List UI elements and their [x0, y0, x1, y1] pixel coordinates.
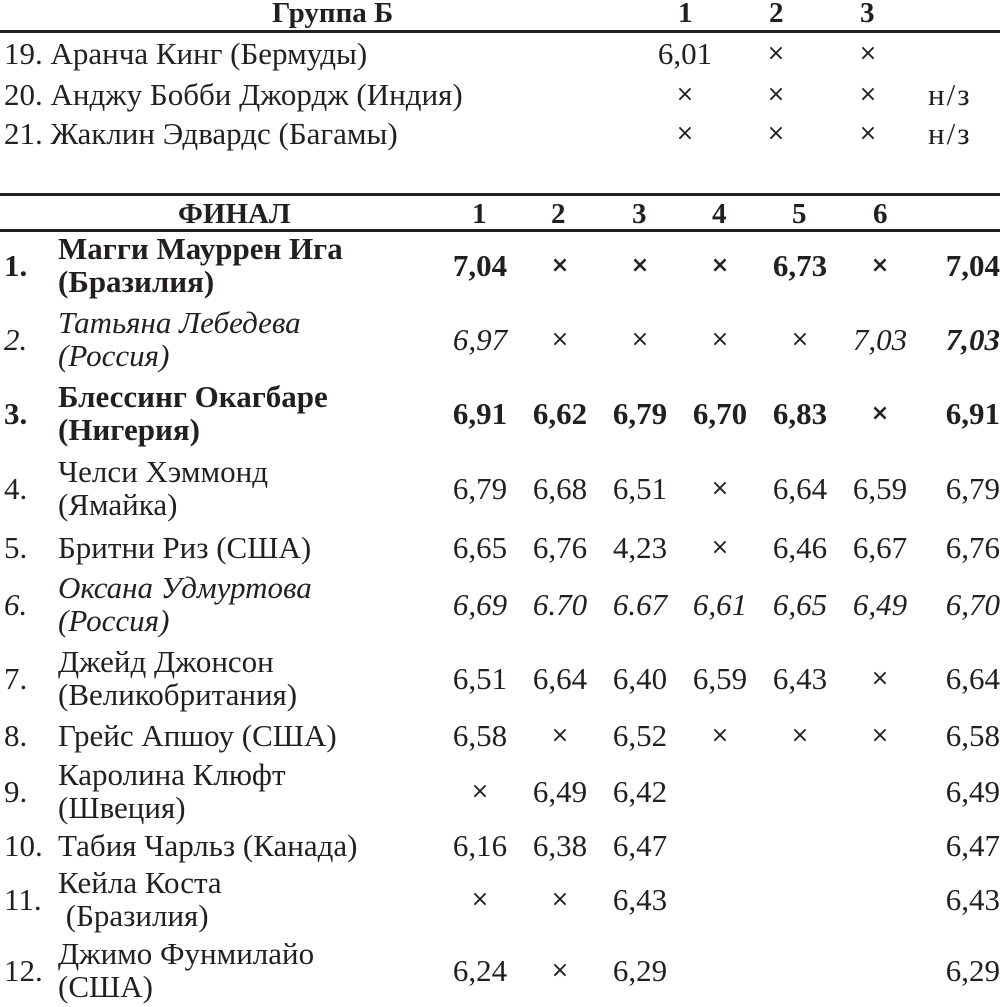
attempt-2: ×	[550, 887, 570, 912]
athlete-country: (Россия)	[58, 338, 170, 373]
athlete-name-line-1: Блессинг Окагбаре	[58, 379, 328, 414]
attempt-3: 6,47	[612, 828, 668, 863]
attempt-2: 6,62	[532, 396, 588, 431]
best-result: 7,04	[945, 248, 1000, 283]
athlete-name-line-1: Татьяна Лебедева	[58, 305, 301, 340]
attempt-1: 6,69	[452, 587, 508, 622]
final-row	[0, 937, 1000, 1005]
athlete-name-line-1: Магги Мауррен Ига	[58, 231, 343, 266]
attempt-1: 7,04	[452, 248, 508, 283]
athlete-name-line-1: Джимо Фунмилайо	[58, 936, 315, 971]
attempt-1: 6,79	[452, 471, 508, 506]
attempt-2: 6,38	[532, 828, 588, 863]
attempt-3: 6,40	[612, 661, 668, 696]
final-attempt-header-1: 1	[472, 198, 487, 230]
attempt-5: ×	[790, 327, 810, 352]
final-row	[0, 380, 1000, 448]
athlete-name: 21. Жаклин Эдвардс (Багамы)	[4, 116, 398, 151]
athlete-name	[58, 232, 343, 298]
attempt-2: ×	[766, 82, 786, 107]
place: 3.	[4, 396, 28, 431]
best-result: 6,70	[945, 587, 1000, 622]
attempt-6: 6,59	[852, 471, 908, 506]
place: 2.	[4, 322, 28, 357]
group-b-header	[0, 0, 1000, 33]
athlete-name-line-1: Челси Хэммонд	[58, 454, 268, 489]
place: 10.	[4, 828, 43, 863]
place: 8.	[4, 718, 28, 753]
attempt-2: 6,76	[532, 530, 588, 565]
attempt-5: 6,65	[772, 587, 828, 622]
best-result: 6,76	[945, 530, 1000, 565]
attempt-3: 6,52	[612, 718, 668, 753]
athlete-name-line-1: Каролина Клюфт	[58, 757, 286, 792]
attempt-4: 6,59	[692, 661, 748, 696]
attempt-6: 6,49	[852, 587, 908, 622]
attempt-3: 6,43	[612, 882, 668, 917]
final-row	[0, 571, 1000, 639]
attempt-6: ×	[870, 666, 890, 691]
athlete-name: Бритни Риз (США)	[58, 530, 312, 565]
final-attempt-header-5: 5	[792, 198, 807, 230]
attempt-1: 6,58	[452, 718, 508, 753]
athlete-name	[58, 937, 314, 1003]
attempt-2: ×	[766, 121, 786, 146]
athlete-country: (Ямайка)	[58, 487, 178, 522]
group-b-attempt-header-2: 2	[769, 0, 784, 29]
attempt-2: 6,68	[532, 471, 588, 506]
final-row	[0, 455, 1000, 523]
attempt-4: ×	[710, 253, 730, 278]
athlete-name	[58, 306, 301, 372]
place: 7.	[4, 661, 28, 696]
attempt-6: 7,03	[852, 322, 908, 357]
attempt-1: 6,97	[452, 322, 508, 357]
place: 11.	[4, 882, 42, 917]
attempt-5: 6,73	[772, 248, 828, 283]
attempt-3: ×	[858, 82, 878, 107]
final-row	[0, 645, 1000, 713]
best-result: 6,43	[945, 882, 1000, 917]
final-attempt-header-6: 6	[873, 198, 888, 230]
place: 4.	[4, 471, 28, 506]
athlete-country: (Бразилия)	[58, 898, 209, 933]
athlete-country: (Великобритания)	[58, 677, 298, 712]
final-row	[0, 306, 1000, 374]
attempt-3: ×	[630, 253, 650, 278]
attempt-4: 6,61	[692, 587, 748, 622]
attempt-5: ×	[790, 723, 810, 748]
athlete-country: (Бразилия)	[58, 264, 215, 299]
group-b-attempt-header-3: 3	[860, 0, 875, 29]
attempt-4: ×	[710, 476, 730, 501]
final-header	[0, 193, 1000, 232]
attempt-1: ×	[675, 82, 695, 107]
attempt-6: ×	[870, 401, 890, 426]
attempt-5: 6,46	[772, 530, 828, 565]
attempt-3: 6,29	[612, 953, 668, 988]
group-b-title: Группа Б	[272, 0, 394, 29]
attempt-1: 6,91	[452, 396, 508, 431]
group-b-row	[0, 116, 1000, 152]
attempt-2: ×	[550, 723, 570, 748]
best-result: 6,79	[945, 471, 1000, 506]
place: 12.	[4, 953, 43, 988]
best-result: 6,49	[945, 774, 1000, 809]
group-b-row	[0, 77, 1000, 113]
result-note: н/з	[928, 77, 972, 112]
attempt-4: ×	[710, 723, 730, 748]
group-b-row	[0, 36, 1000, 72]
best-result: 6,29	[945, 953, 1000, 988]
attempt-1: ×	[470, 887, 490, 912]
attempt-3: 6,42	[612, 774, 668, 809]
final-attempt-header-3: 3	[632, 198, 647, 230]
attempt-6: ×	[870, 253, 890, 278]
attempt-3: 4,23	[612, 530, 668, 565]
attempt-2: ×	[550, 253, 570, 278]
attempt-5: 6,83	[772, 396, 828, 431]
place: 5.	[4, 530, 28, 565]
athlete-name	[58, 571, 312, 637]
final-attempt-header-2: 2	[551, 198, 566, 230]
attempt-1: ×	[470, 779, 490, 804]
final-attempt-header-4: 4	[712, 198, 727, 230]
athlete-name-line-1: Оксана Удмуртова	[58, 570, 312, 605]
attempt-1: ×	[675, 121, 695, 146]
final-row	[0, 232, 1000, 300]
best-result: 6,91	[945, 396, 1000, 431]
attempt-1: 6,65	[452, 530, 508, 565]
attempt-3: ×	[858, 41, 878, 66]
attempt-2: ×	[550, 327, 570, 352]
athlete-country: (США)	[58, 969, 153, 1004]
athlete-name	[58, 645, 297, 711]
attempt-5: 6,43	[772, 661, 828, 696]
attempt-3: 6,51	[612, 471, 668, 506]
athlete-name-line-1: Джейд Джонсон	[58, 644, 274, 679]
attempt-6: 6,67	[852, 530, 908, 565]
best-result: 7,03	[945, 322, 1000, 357]
attempt-2: 6.70	[532, 587, 588, 622]
attempt-3: 6,79	[612, 396, 668, 431]
attempt-2: 6,64	[532, 661, 588, 696]
athlete-country: (Нигерия)	[58, 412, 200, 447]
attempt-4: ×	[710, 327, 730, 352]
place: 1.	[4, 248, 28, 283]
final-title: ФИНАЛ	[178, 198, 291, 230]
attempt-4: ×	[710, 535, 730, 560]
athlete-name	[58, 758, 286, 824]
attempt-1: 6,51	[452, 661, 508, 696]
attempt-2: ×	[550, 958, 570, 983]
attempt-3: ×	[858, 121, 878, 146]
athlete-name-line-1: Кейла Коста	[58, 865, 222, 900]
best-result: 6,47	[945, 828, 1000, 863]
attempt-3: 6.67	[612, 587, 668, 622]
place: 9.	[4, 774, 28, 809]
best-result: 6,64	[945, 661, 1000, 696]
athlete-name: 20. Анджу Бобби Джордж (Индия)	[4, 77, 463, 112]
place: 6.	[4, 587, 28, 622]
attempt-4: 6,70	[692, 396, 748, 431]
best-result: 6,58	[945, 718, 1000, 753]
athlete-name: Грейс Апшоу (США)	[58, 718, 337, 753]
attempt-1: 6,16	[452, 828, 508, 863]
athlete-country: (Швеция)	[58, 790, 186, 825]
athlete-name	[58, 866, 222, 932]
final-row	[0, 718, 1000, 754]
athlete-name	[58, 455, 268, 521]
final-row	[0, 758, 1000, 826]
final-row	[0, 828, 1000, 864]
athlete-name: 19. Аранча Кинг (Бермуды)	[4, 36, 368, 71]
attempt-3: ×	[630, 327, 650, 352]
attempt-2: 6,49	[532, 774, 588, 809]
attempt-6: ×	[870, 723, 890, 748]
athlete-name: Табия Чарльз (Канада)	[58, 828, 358, 863]
athlete-country: (Россия)	[58, 603, 170, 638]
group-b-attempt-header-1: 1	[678, 0, 693, 29]
attempt-2: ×	[766, 41, 786, 66]
athlete-name	[58, 380, 328, 446]
final-row	[0, 866, 1000, 934]
final-row	[0, 530, 1000, 566]
result-note: н/з	[928, 116, 972, 151]
attempt-1: 6,01	[657, 36, 713, 71]
attempt-1: 6,24	[452, 953, 508, 988]
attempt-5: 6,64	[772, 471, 828, 506]
